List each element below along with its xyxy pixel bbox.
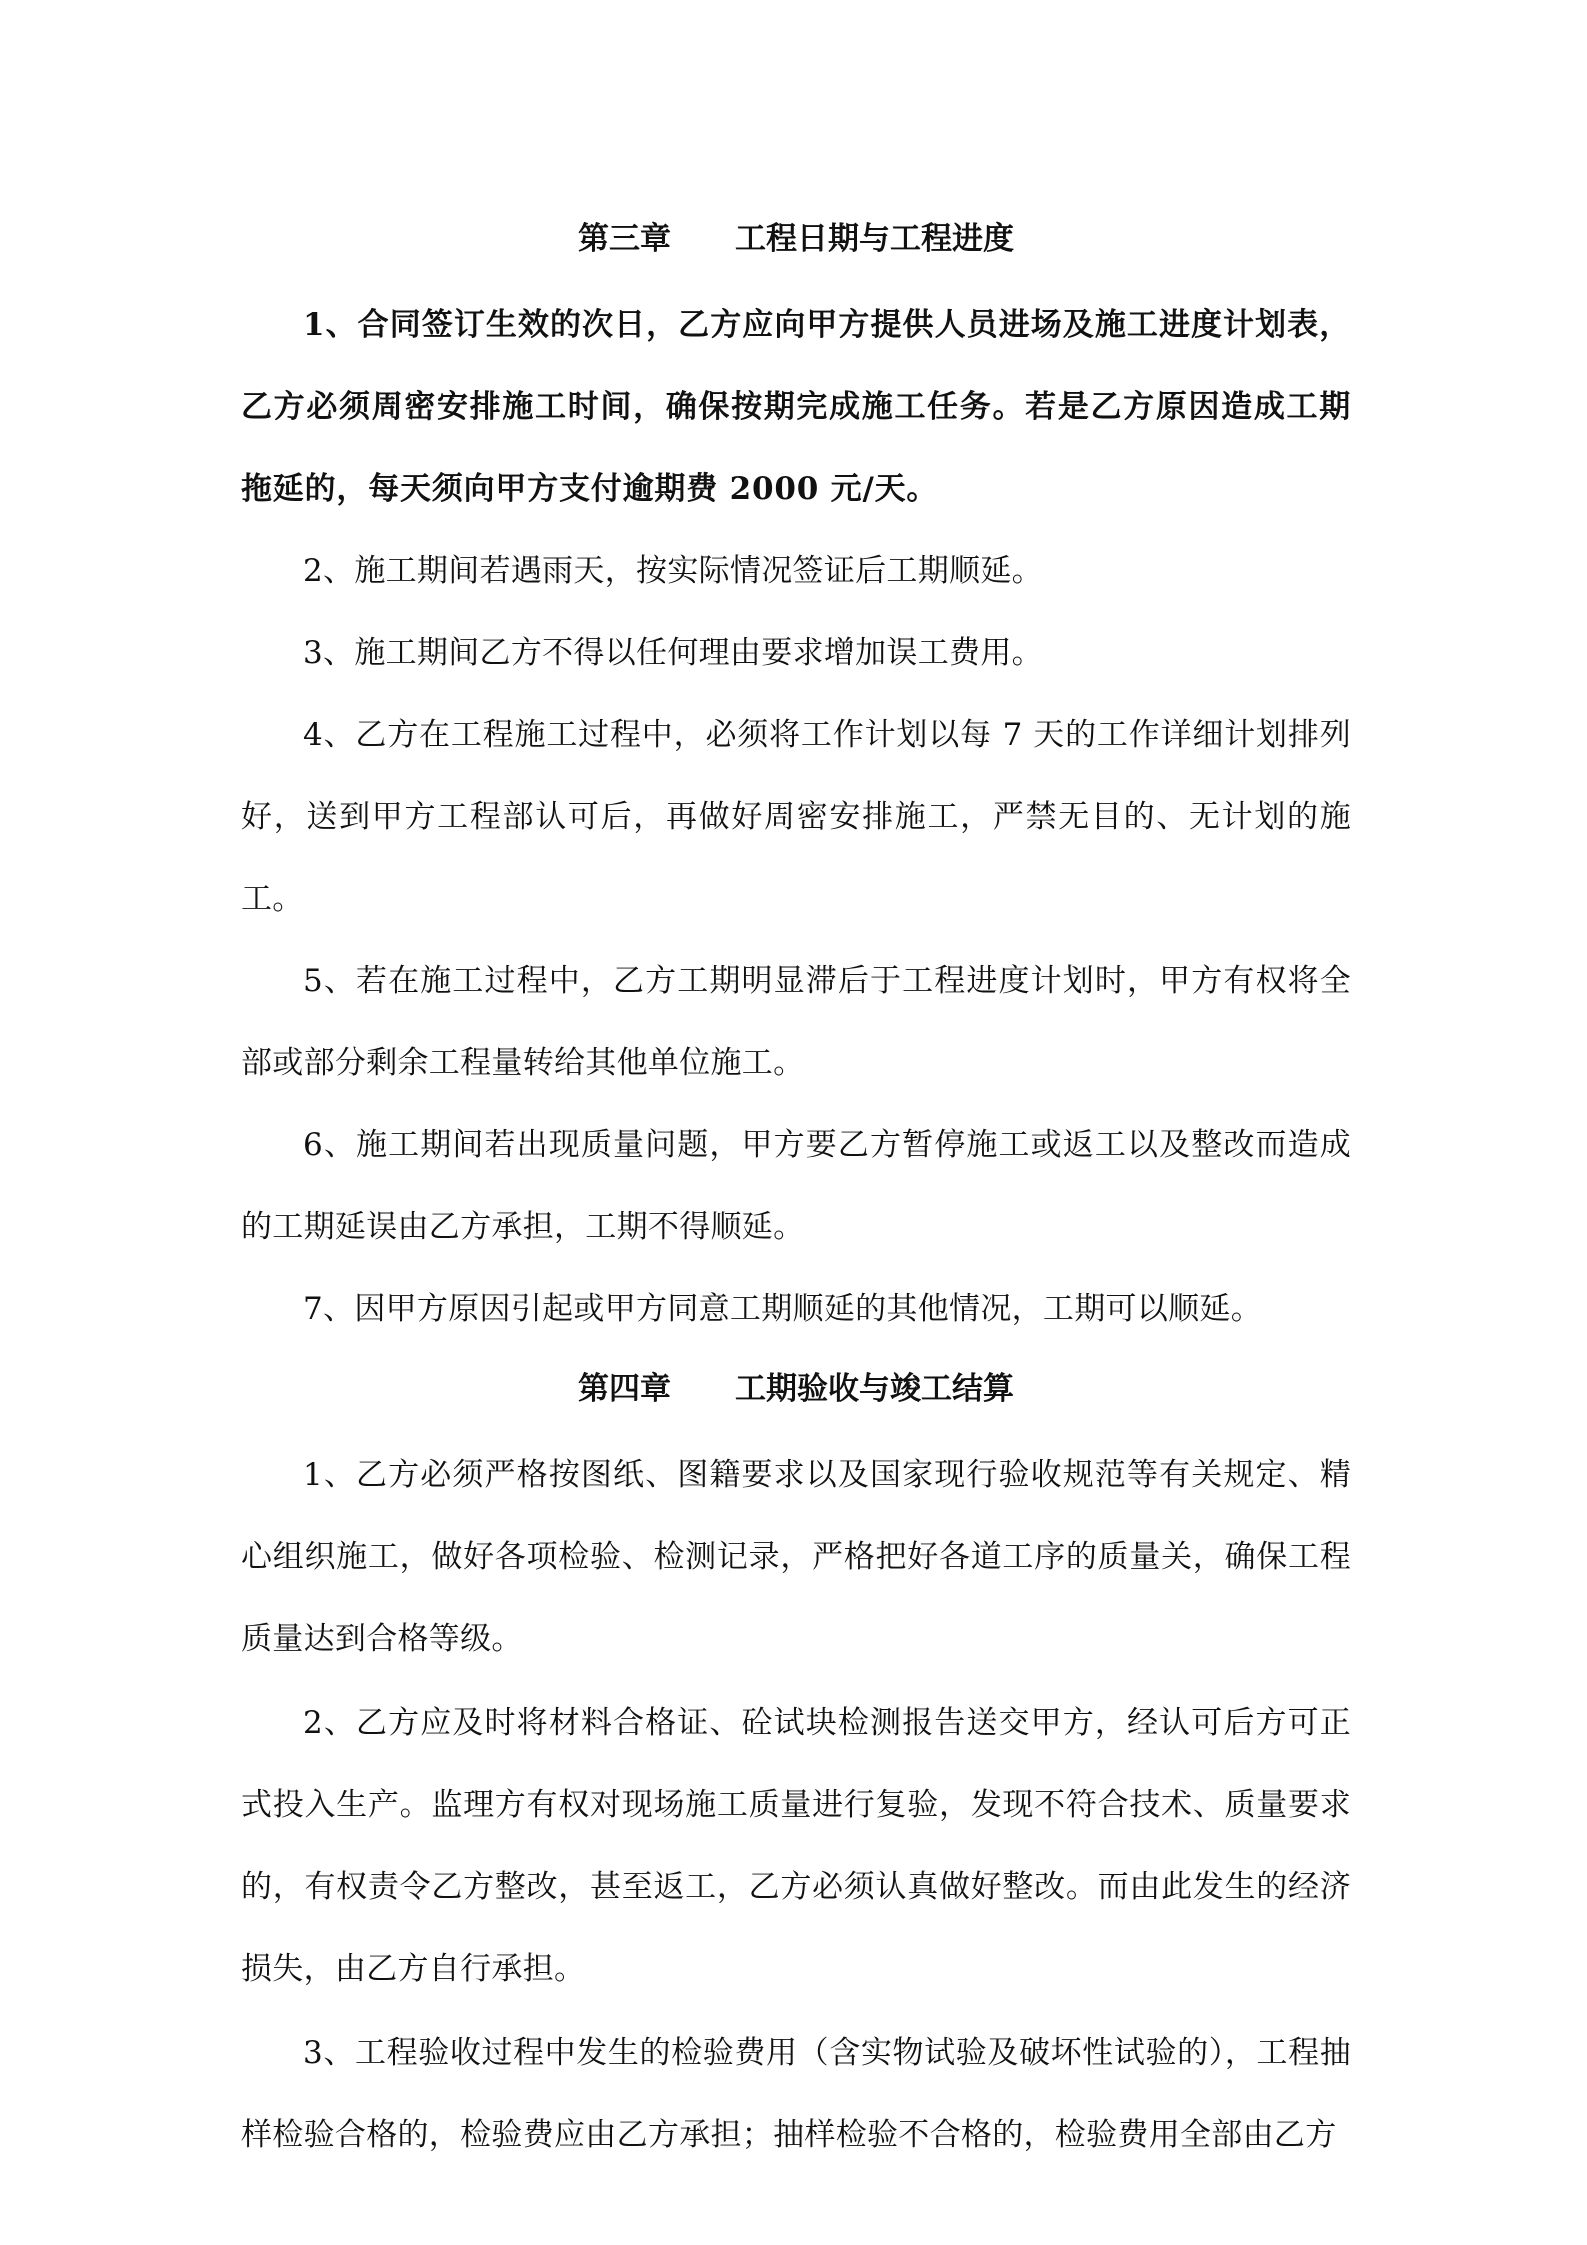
chapter-4-item-3: 3、工程验收过程中发生的检验费用（含实物试验及破坏性试验的），工程抽样检验合格的，检验费应由乙方承担；抽样检验不合格的，检验费用全部由乙方 bbox=[241, 2035, 1351, 2153]
chapter-4-number: 第四章 bbox=[578, 1371, 671, 1407]
chapter-3-item-7: 7、因甲方原因引起或甲方同意工期顺延的其他情况，工期可以顺延。 bbox=[303, 1291, 1263, 1327]
chapter-3-item-2: 2、施工期间若遇雨天，按实际情况签证后工期顺延。 bbox=[303, 553, 1043, 589]
chapter-4-item-1: 1、乙方必须严格按图纸、图籍要求以及国家现行验收规范等有关规定、精心组织施工，做好各项检验、检测记录，严格把好各道工序的质量关，确保工程质量达到合格等级。 bbox=[241, 1457, 1351, 1657]
chapter-3-item-1: 1、合同签订生效的次日，乙方应向甲方提供人员进场及施工进度计划表，乙方必须周密安排施工时间，确保按期完成施工任务。若是乙方原因造成工期拖延的，每天须向甲方支付逾期费 2000 元/天。 bbox=[241, 307, 1351, 507]
chapter-3-item-4: 4、乙方在工程施工过程中，必须将工作计划以每 7 天的工作详细计划排列好，送到甲方工程部认可后，再做好周密安排施工，严禁无目的、无计划的施工。 bbox=[241, 717, 1351, 917]
document-page bbox=[241, 200, 1351, 2176]
chapter-3-title: 工程日期与工程进度 bbox=[735, 221, 1014, 257]
chapter-3-item-3: 3、施工期间乙方不得以任何理由要求增加误工费用。 bbox=[303, 635, 1043, 671]
chapter-3-item-6: 6、施工期间若出现质量问题，甲方要乙方暂停施工或返工以及整改而造成的工期延误由乙方承担，工期不得顺延。 bbox=[241, 1127, 1351, 1245]
chapter-3-item-5: 5、若在施工过程中，乙方工期明显滞后于工程进度计划时，甲方有权将全部或部分剩余工程量转给其他单位施工。 bbox=[241, 963, 1351, 1081]
chapter-4-title: 工期验收与竣工结算 bbox=[735, 1371, 1014, 1407]
chapter-4-item-2: 2、乙方应及时将材料合格证、砼试块检测报告送交甲方，经认可后方可正式投入生产。监理方有权对现场施工质量进行复验，发现不符合技术、质量要求的，有权责令乙方整改，甚至返工，乙方必须认真做好整改。而由此发生的经济损失，由乙方自行承担。 bbox=[241, 1705, 1351, 1987]
chapter-4-heading bbox=[241, 1360, 1351, 1418]
chapter-3-number: 第三章 bbox=[578, 221, 671, 257]
chapter-3-heading bbox=[241, 210, 1351, 268]
